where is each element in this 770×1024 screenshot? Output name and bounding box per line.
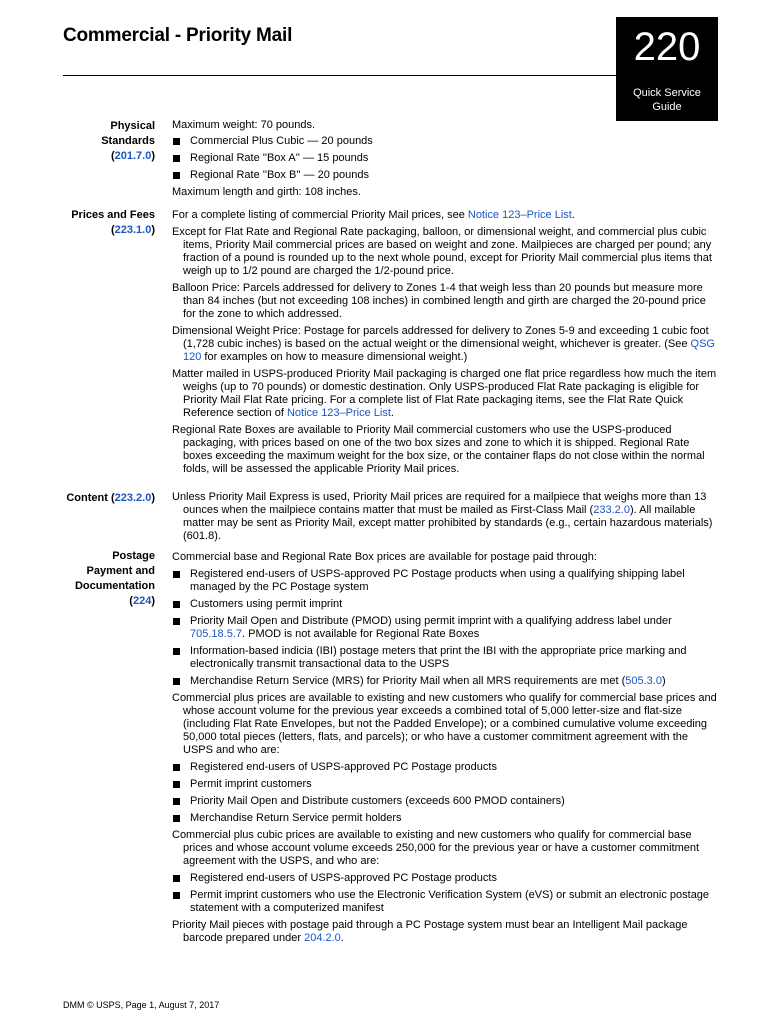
content-end: ). All mailable matter may be sent as Priority Mail, except matter prohibited by standards (e.g., certain hazardous materials) (601.8). xyxy=(183,504,713,542)
ref-204-link[interactable]: 204.2.0 xyxy=(304,932,341,944)
prices-p1-text: For a complete listing of commercial Priority Mail prices, see xyxy=(172,209,468,221)
physical-label-line1: Physical xyxy=(110,120,155,132)
physical-standards-body xyxy=(172,119,717,203)
page-title: Commercial - Priority Mail xyxy=(63,25,293,46)
qsg-number: 220 xyxy=(633,25,701,69)
max-weight-text: Maximum weight: 70 pounds. xyxy=(172,119,316,131)
postage-list-item xyxy=(172,675,717,688)
physical-list-item: Commercial Plus Cubic — 20 pounds xyxy=(172,135,717,148)
postage-list-item: Information-based indicia (IBI) postage meters that print the IBI with the appropriate price marking and electronically transmit transactional data to the USPS xyxy=(172,645,717,671)
prices-paragraph-1 xyxy=(172,209,717,222)
content-label: Content xyxy=(66,492,108,504)
prices-paragraph-2: Except for Flat Rate and Regional Rate packaging, balloon, or dimensional weight, and commercial plus cubic items, Priority Mail commercial prices are based on weight and zone. Mailpieces are charged per pound; any fraction of a pound is rounded up to the next whole pound, except for Priority Mail commercial plus items that weigh up to 1/2 pound are charged the 1/2-pound price. xyxy=(172,226,712,277)
regional-rate-paragraph: Regional Rate Boxes are available to Priority Mail commercial customers who use the USPS-produced packaging, with prices based on one of the two box sizes and zone to which it is shipped. Regional Rate boxes exceeding the maximum weight for the box size, or the container flaps do not close within the normal folds, will be assessed the applicable Priority Mail prices. xyxy=(172,424,705,475)
postage-body xyxy=(172,551,717,949)
postage-list-item: Customers using permit imprint xyxy=(172,598,717,611)
pmod-text: Priority Mail Open and Distribute (PMOD) using permit imprint with a qualifying address label under xyxy=(190,615,672,627)
max-size-text: Maximum length and girth: 108 inches. xyxy=(172,186,361,198)
pmod-end: . PMOD is not available for Regional Rate Boxes xyxy=(242,628,480,640)
commercial-plus-cubic-paragraph: Commercial plus cubic prices are available to existing and new customers who qualify for commercial base prices and whose account volume exceeds 250,000 for the previous year or have a customer commitment agreement with the USPS, and who are: xyxy=(172,829,700,867)
barcode-text: Priority Mail pieces with postage paid through a PC Postage system must bear an Intelligent Mail package barcode prepared under xyxy=(172,919,688,944)
ref-705-link[interactable]: 705.18.5.7 xyxy=(190,628,242,640)
prices-body xyxy=(172,209,717,480)
content-text: Unless Priority Mail Express is used, Priority Mail prices are required for a mailpiece that weighs more than 13 ounces when the mailpiece contains matter that must be mailed as First-Class Mail ( xyxy=(172,491,707,516)
balloon-price-paragraph: Balloon Price: Parcels addressed for delivery to Zones 1-4 that weigh less than 20 pounds but measure more than 84 inches (but not exceeding 108 inches) in combined length and girth are charged the 20-pound price for the zone to which addressed. xyxy=(172,282,706,320)
plus-list-item: Priority Mail Open and Distribute customers (exceeds 600 PMOD containers) xyxy=(172,795,717,808)
cubic-list-item: Permit imprint customers who use the Electronic Verification System (eVS) or submit an electronic postage statement with a computerized manifest xyxy=(172,889,717,915)
content-body xyxy=(172,491,717,547)
ref-233-link[interactable]: 233.2.0 xyxy=(593,504,630,516)
physical-label-line2: Standards xyxy=(101,135,155,147)
content-heading: Content (223.2.0) xyxy=(66,492,155,504)
qsg-label-line1: Quick Service xyxy=(633,87,701,99)
postage-list-item: Registered end-users of USPS-approved PC Postage products when using a qualifying shipping label managed by the PC Postage system xyxy=(172,568,717,594)
postage-label-line1: Postage xyxy=(112,550,155,562)
physical-list-item: Regional Rate ''Box B'' — 20 pounds xyxy=(172,169,717,182)
prices-ref-wrap: (223.1.0) xyxy=(110,224,155,236)
ref-505-link[interactable]: 505.3.0 xyxy=(625,675,662,687)
postage-intro: Commercial base and Regional Rate Box prices are available for postage paid through: xyxy=(172,551,597,563)
dim-end: for examples on how to measure dimensional weight.) xyxy=(201,351,468,363)
postage-list-item xyxy=(172,615,717,641)
physical-ref-wrap: (201.7.0) xyxy=(110,150,155,162)
notice-123-link-2[interactable]: Notice 123–Price List xyxy=(286,407,391,419)
physical-list-item: Regional Rate ''Box A'' — 15 pounds xyxy=(172,152,717,165)
plus-list-item: Registered end-users of USPS-approved PC Postage products xyxy=(172,761,717,774)
postage-heading xyxy=(40,549,155,609)
plus-list-item: Permit imprint customers xyxy=(172,778,717,791)
dimensional-weight-paragraph xyxy=(172,325,717,364)
physical-ref-link[interactable]: 201.7.0 xyxy=(114,150,152,162)
postage-ref-link[interactable]: 224 xyxy=(132,595,152,607)
postage-ref-wrap: (224) xyxy=(129,595,155,607)
barcode-end: . xyxy=(340,932,344,944)
prices-label: Prices and Fees xyxy=(71,209,155,221)
notice-123-link[interactable]: Notice 123–Price List xyxy=(467,209,572,221)
flat-rate-paragraph xyxy=(172,368,717,420)
content-paragraph xyxy=(172,491,717,543)
flat-rate-end: . xyxy=(390,407,394,419)
cubic-list-item: Registered end-users of USPS-approved PC Postage products xyxy=(172,872,717,885)
mrs-text: Merchandise Return Service (MRS) for Priority Mail when all MRS requirements are met ( xyxy=(190,675,626,687)
prices-p1-end: . xyxy=(571,209,575,221)
prices-ref-link[interactable]: 223.1.0 xyxy=(114,224,152,236)
qsg-label xyxy=(616,86,718,114)
plus-list-item: Merchandise Return Service permit holders xyxy=(172,812,717,825)
content-ref-link[interactable]: 223.2.0 xyxy=(114,492,152,504)
qsg-badge xyxy=(616,17,718,121)
prices-heading xyxy=(40,208,155,238)
pc-postage-barcode-paragraph xyxy=(172,919,717,945)
dim-text: Dimensional Weight Price: Postage for parcels addressed for delivery to Zones 5-9 and exceeding 1 cubic foot (1,728 cubic inches) is based on the actual weight or the dimensional weight, whichever is greater. (See xyxy=(172,325,709,350)
flat-rate-text: Matter mailed in USPS-produced Priority Mail packaging is charged one flat price regardless how much the item weighs (up to 70 pounds) or domestic destination. Only USPS-produced Flat Rate packaging is eligible for Priority Mail Flat Rate pricing. For a complete list of Flat Rate packaging items, see the Flat Rate Quick Reference section of xyxy=(172,368,717,419)
qsg-120-link[interactable]: QSG 120 xyxy=(183,338,715,363)
commercial-plus-paragraph: Commercial plus prices are available to existing and new customers who qualify for commercial base prices and whose account volume for the previous year exceeds a combined total of 5,000 letter-size and flat-size (including Flat Rate Envelopes, but not the Padded Envelope); or a combined cumulative volume exceeding 50,000 total pieces (letters, flats, and parcels); or who have a customer commitment agreement with the USPS and who are: xyxy=(172,692,717,756)
physical-standards-heading xyxy=(40,119,155,164)
postage-label-line3: Documentation xyxy=(74,580,155,592)
page-footer: DMM © USPS, Page 1, August 7, 2017 xyxy=(63,1000,220,1010)
qsg-label-line2: Guide xyxy=(652,101,682,113)
postage-label-line2: Payment and xyxy=(86,565,155,577)
mrs-end: ) xyxy=(661,675,666,687)
